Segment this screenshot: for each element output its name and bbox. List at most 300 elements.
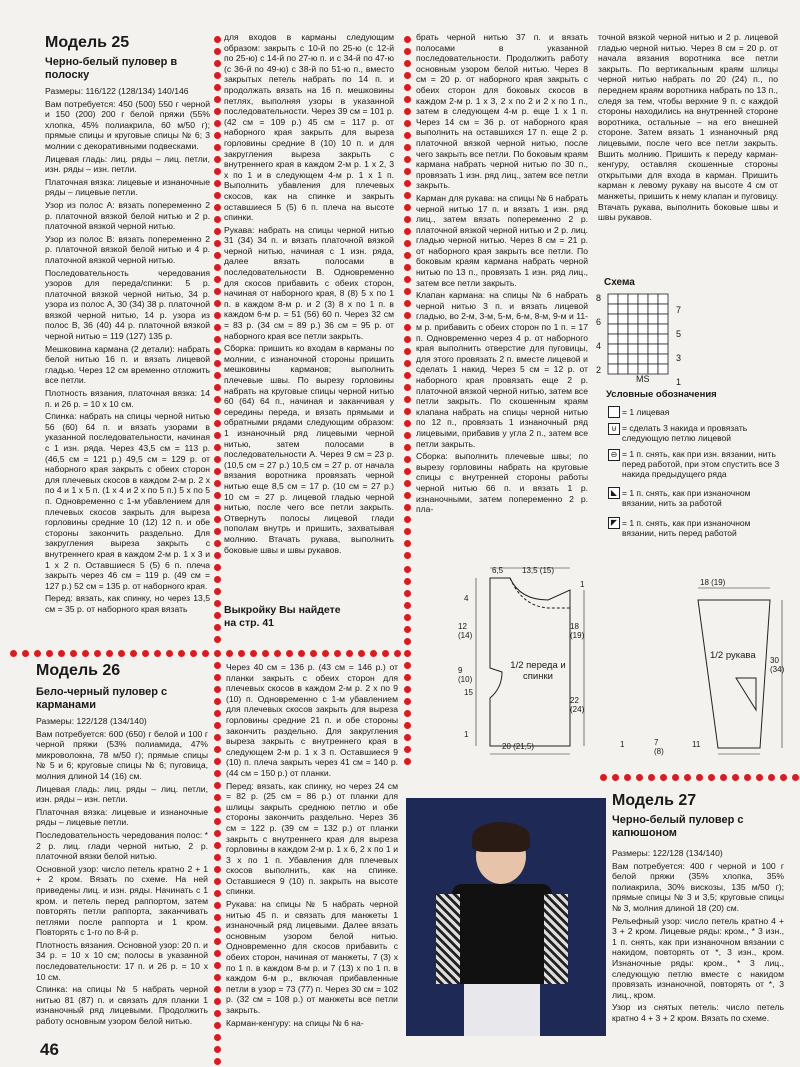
divider-dot (744, 774, 751, 781)
divider-dot (214, 192, 221, 199)
text-block: Основной узор: число петель кратно 2 + 1 + 2 кром. Вязать по схеме. На ней приведены лиц. и изн. ряды. Начинать с 1 кром. и петель перед раппортом, затем повторять петли раппорта, заканчивать петлями после раппорта и 1 кром. Повторять с 1-го по 8-й р. (36, 863, 208, 938)
dim-label: 11 (692, 740, 701, 749)
divider-dot (600, 774, 607, 781)
divider-dot (214, 216, 221, 223)
divider-dot (214, 662, 221, 669)
divider-dot (214, 1034, 221, 1041)
pattern-reference: Выкройку Вы найдете на стр. 41 (224, 604, 341, 629)
divider-dot (214, 72, 221, 79)
chart-cell (628, 294, 638, 304)
divider-dot (178, 650, 185, 657)
chart-cell (658, 334, 668, 344)
text-block: Карман для рукава: на спицы № 6 набрать черной нитью 17 п. и вязать 1 изн. ряд лиц., затем вязать попеременно 2 р. платочной вязкой черной нитью и 2 р. лиц. гладью черной нитью. Через 8 см = 21 р. от наборного края закрыть все петли. По боковым краям кармана набрать черной нитью по 13 п., провязать 1 изн. ряд лиц., затем все петли закрыть. (416, 192, 588, 288)
dim-label: 30 (34) (770, 656, 785, 674)
divider-dot (404, 408, 411, 415)
text-block: Узор из полос А: вязать попеременно 2 р. платочной вязкой белой нитью и 2 р. платочной вязкой черной нитью. (45, 199, 210, 232)
divider-dot (214, 348, 221, 355)
chart-row-numbers-right (676, 304, 686, 388)
text-block: Вам потребуется: 400 г черной и 100 г белой пряжи (35% хлопка, 35% полиакрила, 30% вискозы, 135 м/50 г); прямые спицы № 3 и 3,5; круговые спицы № 3, молния длиной 18 (20) см. (612, 860, 784, 913)
divider-dot (214, 312, 221, 319)
chart-cell (648, 314, 658, 324)
dim-label: 4 (464, 594, 469, 603)
divider-dot (214, 1058, 221, 1065)
chart-cell (648, 324, 658, 334)
dim-label: 1 (464, 730, 469, 739)
divider-dot (214, 588, 221, 595)
divider-dot (214, 408, 221, 415)
divider-dot (404, 48, 411, 55)
divider-dot (404, 264, 411, 271)
divider-dot (214, 276, 221, 283)
sleeve-outline (698, 600, 770, 748)
divider-dot (214, 180, 221, 187)
chart-cell (618, 294, 628, 304)
divider-dot (404, 180, 411, 187)
row-number: 8 (596, 293, 602, 303)
divider-dot (214, 144, 221, 151)
divider-dot (214, 528, 221, 535)
divider-dot (404, 590, 411, 597)
divider-dot (130, 650, 137, 657)
divider-dot (404, 492, 411, 499)
divider-dot (214, 168, 221, 175)
chart-cell (658, 324, 668, 334)
divider-dot (214, 132, 221, 139)
divider-dot (202, 650, 209, 657)
dim-label: 7 (8) (654, 738, 664, 756)
chart-cell (618, 354, 628, 364)
divider-dot (214, 396, 221, 403)
divider-dot (214, 794, 221, 801)
divider-dot (214, 914, 221, 921)
divider-dot (214, 300, 221, 307)
chart-cell (628, 364, 638, 374)
divider-dot (404, 36, 411, 43)
divider-dot (166, 650, 173, 657)
divider-dot (118, 650, 125, 657)
divider-dot (286, 650, 293, 657)
divider-dot (404, 528, 411, 535)
model-27-title: Модель 27 (612, 792, 697, 809)
divider-dot (214, 998, 221, 1005)
divider-dot (214, 878, 221, 885)
chart-cell (648, 304, 658, 314)
skirt (464, 984, 540, 1036)
divider-dot (214, 108, 221, 115)
row-number: 5 (676, 329, 682, 339)
divider-dot (404, 300, 411, 307)
divider-dot (404, 204, 411, 211)
chart-cell (628, 354, 638, 364)
text-block: точной вязкой черной нитью и 2 р. лицевой гладью черной нитью. Через 8 см = 20 р. от начала вязания воротника все петли закрыть. По вертикальным краям шлицы черной нитью набрать по 20 (24) п., по переднем краям воротника набрать по 13 п., следя за тем, чтобы верхние 9 п. с каждой стороны находились на внутренней стороне воротника, остальные – на его внешней стороне. Затем вязать 1 изнаночный ряд лицевыми, после чего все петли закрыть. Вшить молнию. Пришить к переду карман-кенгуру, оставляя скошенные стороны открытыми для входа в карман. Пришить карман к левому рукаву на высоте 4 см от манжеты, пришить к нему клапан и пуговицу. Втачать рукава, выполнить боковые швы и швы рукавов. (598, 32, 778, 223)
divider-dot (404, 626, 411, 633)
divider-dot (394, 650, 401, 657)
divider-dot (214, 576, 221, 583)
legend-item: = 1 п. снять, как при изнаночном вязании, нить за работой (622, 488, 751, 508)
model-26-subtitle: Бело-черный пуловер с карманами (36, 686, 168, 711)
chart-cell (638, 314, 648, 324)
text-block: Вам потребуется: 600 (650) г белой и 100 г черной пряжи (53% полиамида, 47% микроволокна, 78 м/50 г); прямые спицы № 5 и 6; круговые спицы № 6; пуговица, молния длиной 14 (16) см. (36, 728, 208, 781)
divider-dot (404, 504, 411, 511)
divider-dot (214, 156, 221, 163)
divider-dot (404, 758, 411, 765)
divider-dot (214, 734, 221, 741)
divider-dot (404, 540, 411, 547)
text-block: Спинка: набрать на спицы черной нитью 56 (60) 64 п. и вязать узорами в указанной последовательности, начиная с 1 изн. ряда. Через 43,5 см = 113 р. (46,5 см = 121 р.) 49,5 см = 129 р. от наборного края закрыть с обеих сторон для плечевых скосов в каждом 2-м р. 2 х по 4 и 1 х 5 п. (1 х 4 и 2 х по 5 п.) 5 х по 5 п. Одновременно с 1-м убавлением для плечевых скосов закрыть для выреза горловины средние 10 (12) 12 п. и обе стороны закончить раздельно. Для закругления выреза закрыть с внутреннего края в каждом 2-м р. 1 х 3 и 1 х 2 п. Оставшиеся 5 (5) 6 п. плеча закрыть через 46 см = 119 р. (49 см = 127 р.) 52 см = 135 р. от наборного края. (45, 411, 210, 591)
divider-dot (214, 228, 221, 235)
divider-dot (636, 774, 643, 781)
text-block: Сборка: выполнить плечевые швы; по вырезу горловины набрать на круговые спицы с внутренней стороны работы черной нитью 66 п. и вязать 1 р. изнаночными, затем попеременно 2 р. пла- (416, 451, 588, 515)
chart-cell (638, 364, 648, 374)
divider-dot (404, 734, 411, 741)
divider-dot (404, 722, 411, 729)
divider-dot (214, 986, 221, 993)
legend-item: = 1 лицевая (622, 407, 670, 417)
divider-dot (214, 60, 221, 67)
divider-dot (404, 468, 411, 475)
text-block: Плотность вязания. Основной узор: 20 п. и 34 р. = 10 х 10 см; полосы в указанной последовательности: 17 п. и 26 р. = 10 х 10 см. (36, 939, 208, 982)
dim-label: 9 (10) (458, 666, 473, 684)
divider-dot (214, 456, 221, 463)
chart-cell (638, 324, 648, 334)
divider-dot (334, 650, 341, 657)
dim-label: 18 (19) (570, 622, 585, 640)
chart-cell (608, 364, 618, 374)
divider-dot (404, 480, 411, 487)
divider-dot (214, 902, 221, 909)
chart-cell (628, 324, 638, 334)
divider-dot (404, 614, 411, 621)
divider-dot (358, 650, 365, 657)
chart-cell (638, 294, 648, 304)
divider-dot (34, 650, 41, 657)
hair (472, 822, 530, 852)
divider-dot (404, 240, 411, 247)
divider-dot (404, 72, 411, 79)
chart-cell (608, 294, 618, 304)
divider-dot (214, 84, 221, 91)
divider-dot (214, 360, 221, 367)
divider-dot (214, 420, 221, 427)
divider-dot (404, 698, 411, 705)
text-block: Спинка: на спицы № 5 набрать черной нитью 81 (87) п. и связать для планки 1 изнаночный ряд лицевыми. Продолжить работу основным узором белой нитью. (36, 984, 208, 1027)
divider-dot (404, 144, 411, 151)
text-block: Последовательность чередования узоров для переда/спинки: 5 р. платочной вязкой черной нитью, 34 р. узора из полос А, 30 (34) 38 р. платочной вязкой черной нитью, 14 р. узора из полос В, 36 (40) 44 р. платочной вязкой черной нитью = 119 (127) 135 р. (45, 267, 210, 342)
divider-dot (404, 516, 411, 523)
divider-dot (214, 240, 221, 247)
divider-dot (226, 650, 233, 657)
divider-dot (404, 384, 411, 391)
dim-label: 1 (620, 740, 625, 749)
divider-dot (214, 842, 221, 849)
chart-cell (618, 304, 628, 314)
divider-dot (696, 774, 703, 781)
legend-title: Условные обозначения (606, 389, 717, 400)
divider-dot (404, 228, 411, 235)
chart-cell (658, 364, 668, 374)
model-26-column-2 (226, 662, 398, 1062)
chart-cell (608, 334, 618, 344)
chart-cell (618, 314, 628, 324)
text-block: Платочная вязка: лицевые и изнаночные ряды – лицевые петли. (45, 176, 210, 198)
row-number: 2 (596, 365, 602, 375)
text-block: Размеры: 122/128 (134/140) (612, 848, 723, 858)
divider-dot (404, 108, 411, 115)
repeat-label: MS (636, 374, 650, 384)
divider-dot (94, 650, 101, 657)
model-27-subtitle: Черно-белый пуловер с капюшоном (612, 814, 744, 839)
divider-dot (404, 662, 411, 669)
divider-dot (298, 650, 305, 657)
divider-dot (250, 650, 257, 657)
model-25-title: Модель 25 (45, 34, 130, 51)
divider-dot (756, 774, 763, 781)
divider-dot (404, 168, 411, 175)
dim-label: 15 (464, 688, 473, 697)
divider-dot (214, 252, 221, 259)
scheme-title: Схема (604, 277, 635, 288)
divider-dot (346, 650, 353, 657)
divider-dot (214, 36, 221, 43)
divider-dot (70, 650, 77, 657)
text-block: Лицевая гладь: лиц. ряды – лиц. петли, изн. ряды – изн. петли. (36, 783, 208, 805)
divider-dot (214, 336, 221, 343)
chart-row-numbers-left (596, 292, 606, 376)
page-number: 46 (40, 1040, 59, 1059)
divider-dot (404, 674, 411, 681)
chart-cell (618, 334, 628, 344)
model-27-column (612, 848, 784, 1038)
text-block: Платочная вязка: лицевые и изнаночные ряды – лицевые петли. (36, 806, 208, 828)
divider-dot (10, 650, 17, 657)
divider-dot (214, 1022, 221, 1029)
divider-dot (404, 638, 411, 645)
dim-label: 18 (19) (700, 578, 726, 587)
divider-dot (106, 650, 113, 657)
model-25-subtitle: Черно-белый пуловер в полоску (45, 56, 178, 81)
divider-dot (214, 612, 221, 619)
legend-item: = 1 п. снять, как при изнаночном вязании, нить перед работой (622, 518, 751, 538)
divider-dot (274, 650, 281, 657)
divider-dot (214, 698, 221, 705)
divider-dot (672, 774, 679, 781)
divider-dot (214, 758, 221, 765)
divider-dot (214, 1010, 221, 1017)
divider-dot (154, 650, 161, 657)
divider-dot (370, 650, 377, 657)
chart-cell (648, 334, 658, 344)
divider-dot (404, 360, 411, 367)
divider-dot (214, 770, 221, 777)
divider-dot (404, 552, 411, 559)
row-number: 6 (596, 317, 602, 327)
model-photo (406, 798, 606, 1036)
legend-item: = 1 п. снять, как при изн. вязании, нить перед работой, при этом спустить все 3 накида предыдущего ряда (622, 449, 780, 479)
dim-label: 6,5 (492, 566, 504, 575)
divider-dot (214, 722, 221, 729)
chart-cell (638, 354, 648, 364)
row-number: 3 (676, 353, 682, 363)
divider-dot (214, 806, 221, 813)
text-block: Рукава: набрать на спицы черной нитью 31 (34) 34 п. и вязать платочной вязкой черной нитью, начиная с 1 изн. ряда, далее вязать полосами в последовательности В. Одновременно для скосов прибавить с обеих сторон, начиная от наборного края, 8 (8) 5 х по 1 п. в каждом 8-м р. и 2 (3) 8 х по 1 п. в каждом 6-м р. = 51 (56) 60 п. Через 32 см = 83 р. (34 см = 89 р.) 36 см = 95 р. от наборного края все петли закрыть. (224, 224, 394, 341)
chart-cell (608, 314, 618, 324)
divider-dot (214, 636, 221, 643)
chart-cell (608, 324, 618, 334)
divider-dot (404, 420, 411, 427)
chart-cell (618, 324, 628, 334)
legend-item: = сделать 3 накида и провязать следующую петлю лицевой (622, 423, 748, 443)
divider-dot (214, 674, 221, 681)
row-number: 1 (676, 377, 682, 387)
chart-cell (628, 304, 638, 314)
divider-dot (404, 132, 411, 139)
pocket-outline (736, 678, 756, 710)
text-block: Лицевая гладь: лиц. ряды – лиц. петли, изн. ряды – изн. петли. (45, 153, 210, 175)
divider-dot (214, 552, 221, 559)
text-block: Карман-кенгуру: на спицы № 6 на- (226, 1017, 364, 1028)
text-block: Клапан кармана: на спицы № 6 набрать черной нитью 3 п. и вязать лицевой гладью, во 2-м, 3-м, 5-м, 6-м, 8-м, 9-м и 11-м р. прибавить с обеих сторон по 1 п. = 17 п. Одновременно через 4 р. от наборного края выполнить отверстие для пуговицы, для этого провязать 2 п. вместе лицевой и сделать 1 накид. Через 5 см = 12 р. от наборного края провязать еще 2 р. платочной вязкой черной нитью, затем все петли закрыть. По скошенным краям клапана набрать на спицы черной нитью по 12 п., провязать 1 изнаночный ряд лицевыми, прибавив у угла 2 п., затем все петли закрыть. (416, 290, 588, 449)
divider-dot (404, 396, 411, 403)
divider-dot (214, 974, 221, 981)
divider-dot (404, 96, 411, 103)
divider-dot (404, 372, 411, 379)
divider-dot (214, 890, 221, 897)
divider-dot (214, 288, 221, 295)
dim-label: 20 (21,5) (502, 742, 535, 751)
divider-dot (404, 120, 411, 127)
chart-cell (658, 354, 668, 364)
chart-cell (658, 314, 668, 324)
divider-dot (732, 774, 739, 781)
divider-dot (624, 774, 631, 781)
text-block: Рельефный узор: число петель кратно 4 + 3 + 2 кром. Лицевые ряды: кром., * 3 изн., 1 п. снять, как при изнаночном вязании с накидом, повторять от *, 3 изн., кром. Изнаночные ряды: кром., * 3 лиц., следующую петлю вместе с накидом провязать изнаночной, повторять от *, 3 лиц., кром. (612, 915, 784, 1000)
text-block: Сборка: пришить ко входам в карманы по молнии, с изнаночной стороны пришить мешковины карманов; выполнить плечевые швы. По вырезу горловины набрать на круговые спицы черной нитью 60 (64) 64 п., начиная и заканчивая у середины переда, и вязать прямыми и обратными рядами следующим образом: 1 изнаночный ряд лицевыми черной нитью, затем полосами в последовательности А. Через 9 см = 23 р. (10,5 см = 27 р.) 10,5 см = 27 р. от начала вязания воротника провязать черной нитью еще 8,5 см = 17 р. (10 см = 27 р.) 10 см = 27 р. лицевой гладью черной нитью, после чего все петли закрыть. Отвернуть полосы лицевой глади пополам внутрь и пришить, захватывая молнию. Втачать рукава, выполнить боковые швы и швы рукавов. (224, 343, 394, 555)
divider-dot (404, 710, 411, 717)
text-block: Через 40 см = 136 р. (43 см = 146 р.) от планки закрыть с обеих сторон для плечевых скосов в каждом 2-м р. 2 х по 9 (10) п. Одновременно с 1-м убавлением для плечевых скосов закрыть для выреза горловины средние 21 п. и обе стороны закончить раздельно. Для закругления выреза закрыть с внутреннего края в следующем 2-м р. 1 х 3 п. Оставшиеся 9 (10) п. плеча закрыть через 41 см = 140 р. (44 см = 150 р.) от планки. (226, 662, 398, 778)
divider-dot (58, 650, 65, 657)
chart-cell (648, 294, 658, 304)
sleeve-label: 1/2 рукава (710, 650, 756, 661)
divider-dot (214, 480, 221, 487)
divider-dot (214, 492, 221, 499)
divider-dot (214, 504, 221, 511)
text-block: Вам потребуется: 450 (500) 550 г черной и 150 (200) 200 г белой пряжи (55% хлопка, 45% полиакрила, 60 м/50 г); прямые спицы и круговые спицы № 6; 3 молнии с декоративными подвесками. (45, 98, 210, 151)
divider-dot (214, 120, 221, 127)
front-neckline (510, 578, 570, 608)
divider-dot (404, 432, 411, 439)
divider-dot (22, 650, 29, 657)
divider-dot (322, 650, 329, 657)
divider-dot (214, 516, 221, 523)
text-block: брать черной нитью 37 п. и вязать полосами в указанной последовательности. Продолжить работу основным узором белой нитью. Через 8 см = 20 р. от наборного края закрыть с обеих сторон для боковых скосов в каждом 2-м р. 1 х 3, 2 х по 2 и 2 х по 1 п., затем в следующем 4-м р. еще 1 х 1 п. Через 14 см = 36 р. от наборного края выполнить на оставшихся 17 п. еще 2 р. платочной вязкой черной нитью, после чего закрыть все петли. По боковым краям кармана набрать черной нитью по 30 п., провязать 1 изн. ряд лиц., затем все петли закрыть. (416, 32, 588, 191)
text-block: Размеры: 116/122 (128/134) 140/146 (45, 86, 189, 96)
divider-dot (214, 686, 221, 693)
text-block: Плотность вязания, платочная вязка: 14 п. и 26 р. = 10 х 10 см. (45, 388, 210, 409)
divider-dot (214, 564, 221, 571)
divider-dot (238, 650, 245, 657)
divider-dot (214, 372, 221, 379)
divider-dot (404, 650, 411, 657)
dim-label: 22 (24) (570, 696, 585, 714)
front-label: 1/2 переда и спинки (510, 660, 566, 682)
divider-dot (214, 540, 221, 547)
divider-dot (404, 60, 411, 67)
chart-cell (638, 334, 648, 344)
text-block: Размеры: 122/128 (134/140) (36, 716, 147, 726)
chart-cell (628, 314, 638, 324)
chart-cell (658, 294, 668, 304)
divider-dot (404, 746, 411, 753)
divider-dot (612, 774, 619, 781)
chart-cell (628, 344, 638, 354)
chart-cell (608, 344, 618, 354)
divider-dot (214, 468, 221, 475)
text-block: Последовательность чередования полос: * 2 р. лиц. глади черной нитью, 2 р. платочной вязки белой нитью. (36, 829, 208, 862)
divider-dot (648, 774, 655, 781)
dim-label: 13,5 (15) (522, 566, 555, 575)
chart-cell (638, 304, 648, 314)
sweater (452, 884, 552, 984)
divider-dot (214, 854, 221, 861)
divider-dot (792, 774, 799, 781)
divider-dot (404, 276, 411, 283)
divider-dot (404, 324, 411, 331)
divider-dot (214, 962, 221, 969)
chart-cell (638, 344, 648, 354)
divider-dot (404, 566, 411, 573)
chart-cell (648, 344, 658, 354)
divider-dot (82, 650, 89, 657)
chart-cell (648, 354, 658, 364)
divider-dot (214, 48, 221, 55)
sleeve-right (544, 894, 568, 984)
divider-dot (214, 324, 221, 331)
divider-dot (404, 216, 411, 223)
divider-dot (404, 456, 411, 463)
divider-dot (214, 650, 221, 657)
text-block: Узор из снятых петель: число петель кратно 4 + 3 + 2 кром. Вязать по схеме. (612, 1002, 784, 1023)
divider-dot (382, 650, 389, 657)
divider-dot (310, 650, 317, 657)
divider-dot (214, 432, 221, 439)
divider-dot (404, 288, 411, 295)
row-number: 7 (676, 305, 682, 315)
divider-dot (214, 950, 221, 957)
chart-cell (658, 304, 668, 314)
divider-dot (214, 818, 221, 825)
divider-dot (404, 578, 411, 585)
divider-dot (214, 96, 221, 103)
divider-dot (404, 348, 411, 355)
divider-dot (214, 204, 221, 211)
divider-dot (404, 192, 411, 199)
row-number: 4 (596, 341, 602, 351)
model-26-column-1 (36, 716, 208, 1042)
divider-dot (404, 252, 411, 259)
chart-grid (608, 294, 668, 374)
divider-dot (780, 774, 787, 781)
divider-dot (404, 444, 411, 451)
model-25-column-3 (416, 32, 588, 562)
divider-dot (214, 938, 221, 945)
divider-dot (404, 602, 411, 609)
chart-cell (608, 354, 618, 364)
knit-symbol-icon (608, 406, 620, 418)
divider-dot (720, 774, 727, 781)
divider-dot (190, 650, 197, 657)
chart-cell (618, 364, 628, 374)
text-block: Перед: вязать, как спинку, но через 24 см = 82 р. (25 см = 86 р.) от планки для шлицы закрыть среднюю петлю и обе стороны закончить раздельно. Через 36 см = 122 р. (39 см = 132 р.) от планки закрыть с внутреннего края для выреза горловины в каждом 2-м р. 1 х 6, 2 х по 1 и 3 х по 1 п. Убавления для плечевых скосов выполнить, как на спинке. Оставшиеся 9 (10) п. закрыть на высоте спинки. (226, 780, 398, 897)
